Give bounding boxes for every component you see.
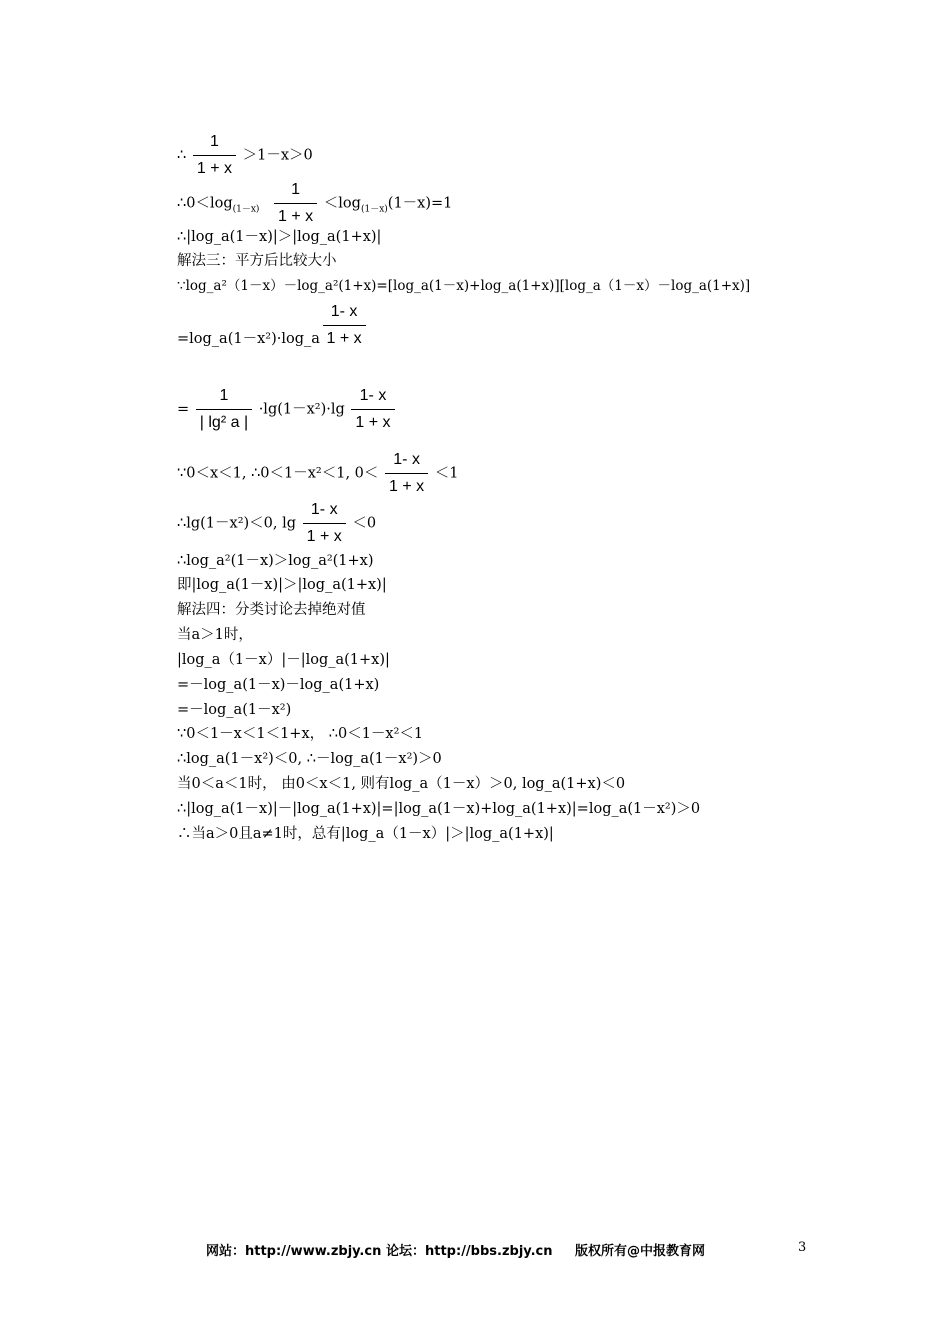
fraction-numerator: 1 [193, 132, 236, 156]
fraction-numerator: 1- x [351, 386, 394, 410]
fraction-denominator: 1 + x [278, 208, 314, 225]
fraction-1-minus-x-over-1-plus-x [385, 450, 428, 497]
step-line-7 [177, 386, 397, 433]
fraction-denominator: 1 + x [389, 478, 425, 495]
step-line-10: ∴log_a²(1－x)＞log_a²(1+x) [177, 553, 374, 569]
step-line-14: |log_a（1－x）|－|log_a(1+x)| [177, 652, 390, 668]
step-line-16: =－log_a(1－x²) [177, 702, 292, 718]
therefore-symbol: ∴ [177, 147, 187, 164]
fraction-numerator: 1- x [385, 450, 428, 474]
fraction-1-over-1-plus-x [274, 180, 317, 227]
step-line-11: 即|log_a(1－x)|＞|log_a(1+x)| [177, 577, 387, 593]
expression-text: ·lg(1－x²)·lg [258, 401, 345, 418]
method-three-heading: 解法三：平方后比较大小 [177, 253, 337, 269]
fraction-numerator: 1- x [323, 302, 366, 326]
step-line-20: ∴|log_a(1－x)|－|log_a(1+x)|=|log_a(1－x)+log_a(1+x)|=log_a(1－x²)＞0 [177, 801, 701, 817]
fraction-numerator: 1- x [303, 500, 346, 524]
expression-text: (1－x)=1 [387, 195, 453, 212]
step-line-1 [177, 132, 313, 179]
step-line-8 [177, 450, 459, 497]
footer-site-link[interactable]: 网站：http://www.zbjy.cn [206, 1244, 382, 1259]
fraction-numerator: 1 [274, 180, 317, 204]
page-number: 3 [798, 1240, 807, 1255]
inequality-text: ＞1－x＞0 [242, 147, 313, 164]
step-line-2 [177, 180, 452, 227]
conclusion-line: ∴当a＞0且a≠1时，总有|log_a（1－x）|＞|log_a(1+x)| [177, 826, 554, 842]
step-line-17: ∵0＜1－x＜1＜1+x， ∴0＜1－x²＜1 [177, 726, 424, 742]
step-line-3: ∴|log_a(1－x)|＞|log_a(1+x)| [177, 229, 382, 245]
case-a-between-0-1: 当0＜a＜1时， 由0＜x＜1, 则有log_a（1－x）＞0, log_a(1+x)＜0 [177, 776, 626, 792]
expression-text: ∴0＜log [177, 195, 233, 212]
step-line-9 [177, 500, 376, 547]
log-base: (1－x) [232, 204, 260, 215]
fraction-1-minus-x-over-1-plus-x [351, 386, 394, 433]
fraction-denominator: 1 + x [306, 528, 342, 545]
expression-text: ＜1 [434, 465, 459, 482]
footer-copyright: 版权所有@中报教育网 [575, 1244, 706, 1259]
method-four-heading: 解法四：分类讨论去掉绝对值 [177, 602, 366, 618]
fraction-denominator: 1 + x [326, 330, 362, 347]
step-line-18: ∴log_a(1－x²)＜0, ∴－log_a(1－x²)＞0 [177, 751, 442, 767]
case-a-greater-1: 当a＞1时， [177, 627, 253, 643]
fraction-1-minus-x-over-1-plus-x [323, 302, 366, 349]
fraction-1-minus-x-over-1-plus-x [303, 500, 346, 547]
log-base: (1－x) [360, 204, 388, 215]
fraction-denominator: 1 + x [196, 160, 232, 177]
expression-text: =log_a(1－x²)·log_a [177, 331, 320, 347]
fraction-denominator: | lg² a | [199, 414, 249, 431]
step-line-5: ∵log_a²（1－x）－log_a²(1+x)=[log_a(1－x)+log_a(1+x)][log_a（1－x）－log_a(1+x)] [177, 278, 751, 294]
equals-sign: = [177, 401, 190, 418]
expression-text: ＜0 [352, 515, 377, 532]
expression-text: ∴lg(1－x²)＜0, lg [177, 515, 297, 532]
expression-text: ∵0＜x＜1, ∴0＜1－x²＜1, 0＜ [177, 465, 379, 482]
fraction-denominator: 1 + x [355, 414, 391, 431]
footer-forum-link[interactable]: 论坛：http://bbs.zbjy.cn [386, 1244, 553, 1259]
fraction-numerator: 1 [196, 386, 252, 410]
step-line-6 [177, 302, 368, 349]
step-line-15: =－log_a(1－x)－log_a(1+x) [177, 677, 380, 693]
fraction-1-over-1-plus-x [193, 132, 236, 179]
fraction-1-over-abs-lg2-a [196, 386, 252, 433]
expression-text: ＜log [323, 195, 361, 212]
